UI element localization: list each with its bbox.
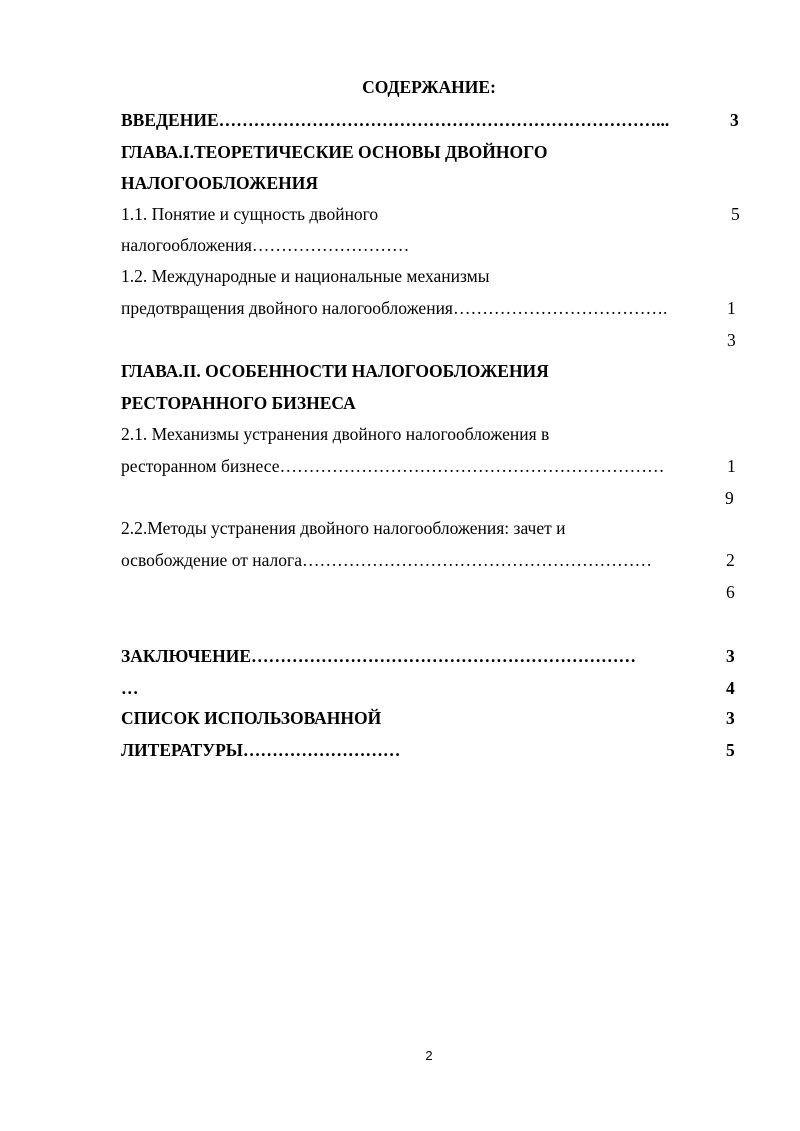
footer-page-number: 2: [425, 1048, 433, 1063]
toc-section-2-1-line2: ресторанном бизнесе…………………………………………………………: [121, 456, 665, 476]
toc-chapter2-heading-line2: РЕСТОРАННОГО БИЗНЕСА: [121, 393, 356, 413]
toc-page-section-2-2-digit2: 6: [726, 582, 735, 602]
toc-page-conclusion-digit1: 3: [726, 646, 735, 666]
toc-page-section-1-2-digit1: 1: [727, 298, 736, 318]
toc-chapter2-heading-line1: ГЛАВА.II. ОСОБЕННОСТИ НАЛОГООБЛОЖЕНИЯ: [121, 361, 549, 381]
toc-page-section-1-1: 5: [731, 204, 740, 224]
toc-entry-conclusion-line1: ЗАКЛЮЧЕНИЕ…………………………………………………………: [121, 646, 637, 666]
toc-section-2-1-line1: 2.1. Механизмы устранения двойного налогообложения в: [121, 424, 550, 444]
toc-entry-references-line1: СПИСОК ИСПОЛЬЗОВАННОЙ: [121, 708, 382, 728]
toc-entry-conclusion-line2: …: [121, 678, 139, 698]
toc-section-2-2-line1: 2.2.Методы устранения двойного налогообложения: зачет и: [121, 518, 566, 538]
toc-page-introduction: 3: [730, 110, 739, 130]
toc-page-section-2-1-digit1: 1: [727, 456, 736, 476]
toc-section-2-2-line2: освобождение от налога……………………………………………………: [121, 550, 652, 570]
toc-page-conclusion-digit2: 4: [726, 678, 735, 698]
toc-section-1-1-line2: налогообложения………………………: [121, 235, 410, 255]
toc-page-references-digit1: 3: [726, 708, 735, 728]
toc-entry-introduction: ВВЕДЕНИЕ…………………………………………………………………...: [121, 110, 670, 130]
toc-page-section-1-2-digit2: 3: [727, 330, 736, 350]
toc-chapter1-heading-line2: НАЛОГООБЛОЖЕНИЯ: [121, 173, 319, 193]
toc-page-references-digit2: 5: [726, 740, 735, 760]
toc-section-1-2-line1: 1.2. Международные и национальные механизмы: [121, 266, 490, 286]
toc-entry-references-line2: ЛИТЕРАТУРЫ………………………: [121, 740, 401, 760]
toc-chapter1-heading-line1: ГЛАВА.I.ТЕОРЕТИЧЕСКИЕ ОСНОВЫ ДВОЙНОГО: [121, 142, 548, 162]
toc-page-section-2-2-digit1: 2: [726, 550, 735, 570]
page-title: СОДЕРЖАНИЕ:: [362, 77, 496, 97]
toc-section-1-2-line2: предотвращения двойного налогообложения……………………………….: [121, 298, 668, 318]
toc-section-1-1-line1: 1.1. Понятие и сущность двойного: [121, 204, 379, 224]
toc-page-section-2-1-digit2: 9: [725, 488, 734, 508]
